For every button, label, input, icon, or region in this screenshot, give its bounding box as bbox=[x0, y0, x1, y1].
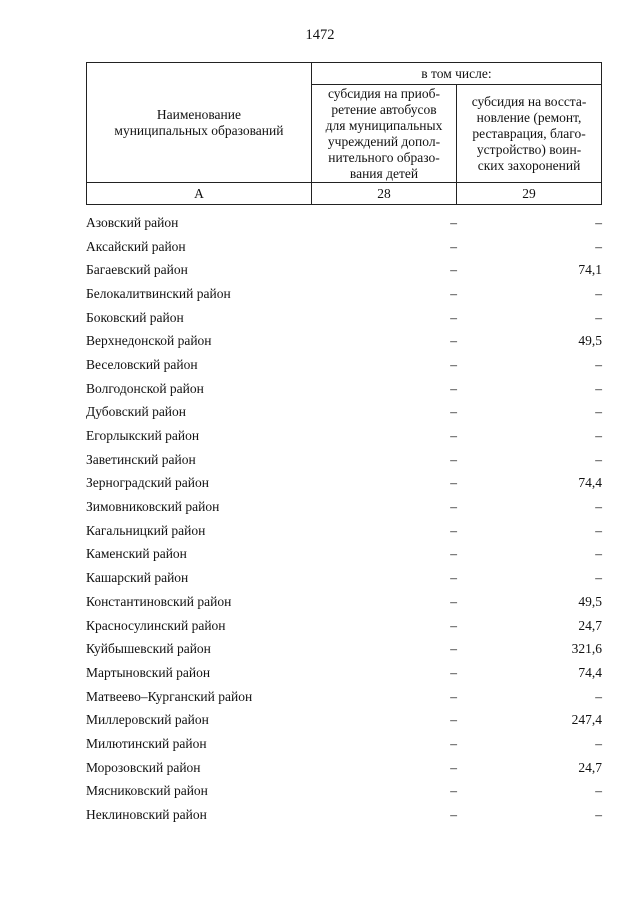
value-col-29: 247,4 bbox=[571, 712, 602, 728]
value-col-28: – bbox=[450, 404, 457, 420]
column-header-29 bbox=[457, 85, 602, 183]
table-row bbox=[86, 780, 602, 804]
table-row bbox=[86, 282, 602, 306]
table-row bbox=[86, 614, 602, 638]
value-col-28: – bbox=[450, 617, 457, 633]
value-col-29: – bbox=[595, 214, 602, 230]
municipality-name: Волгодонской район bbox=[86, 380, 204, 396]
municipality-name: Аксайский район bbox=[86, 238, 186, 254]
municipality-name: Дубовский район bbox=[86, 404, 187, 420]
municipality-name: Заветинский район bbox=[86, 451, 196, 467]
value-col-28: – bbox=[450, 807, 457, 823]
value-col-29: – bbox=[595, 404, 602, 420]
value-col-29: – bbox=[595, 356, 602, 372]
table-header bbox=[86, 62, 602, 205]
value-col-28: – bbox=[450, 664, 457, 680]
value-col-29: – bbox=[595, 570, 602, 586]
value-col-29: – bbox=[595, 309, 602, 325]
table-row bbox=[86, 637, 602, 661]
table-row bbox=[86, 424, 602, 448]
municipality-name: Неклиновский район bbox=[86, 807, 207, 823]
table-row bbox=[86, 353, 602, 377]
municipality-name: Веселовский район bbox=[86, 356, 198, 372]
municipality-name: Милютинский район bbox=[86, 735, 207, 751]
municipality-name: Азовский район bbox=[86, 214, 179, 230]
value-col-28: – bbox=[450, 641, 457, 657]
value-col-28: – bbox=[450, 285, 457, 301]
municipality-name: Мартыновский район bbox=[86, 664, 211, 680]
table-row bbox=[86, 519, 602, 543]
column-header-municipality bbox=[87, 63, 312, 183]
municipality-name: Зерноградский район bbox=[86, 475, 209, 491]
municipality-name: Матвеево–Курганский район bbox=[86, 688, 253, 704]
column-header-28-text: субсидия на приоб- ретение автобусов для муниципальных учреждений допол- нительного образо- вания детей bbox=[325, 85, 443, 181]
column-header-28 bbox=[311, 85, 456, 183]
table-row bbox=[86, 401, 602, 425]
table-row bbox=[86, 448, 602, 472]
value-col-29: – bbox=[595, 380, 602, 396]
value-col-29: 24,7 bbox=[578, 617, 602, 633]
table-row bbox=[86, 566, 602, 590]
table-row bbox=[86, 495, 602, 519]
municipality-name: Мясниковский район bbox=[86, 783, 208, 799]
value-col-29: – bbox=[595, 285, 602, 301]
table-row bbox=[86, 685, 602, 709]
value-col-28: – bbox=[450, 499, 457, 515]
value-col-28: – bbox=[450, 688, 457, 704]
municipality-name: Константиновский район bbox=[86, 593, 232, 609]
table-row bbox=[86, 258, 602, 282]
value-col-28: – bbox=[450, 522, 457, 538]
value-col-29: 321,6 bbox=[571, 641, 602, 657]
municipality-name: Морозовский район bbox=[86, 759, 201, 775]
value-col-28: – bbox=[450, 712, 457, 728]
municipality-name: Боковский район bbox=[86, 309, 184, 325]
value-col-28: – bbox=[450, 428, 457, 444]
value-col-28: – bbox=[450, 759, 457, 775]
table-row bbox=[86, 211, 602, 235]
value-col-28: – bbox=[450, 262, 457, 278]
municipality-name: Багаевский район bbox=[86, 262, 188, 278]
value-col-29: – bbox=[595, 546, 602, 562]
value-col-29: 74,1 bbox=[578, 262, 602, 278]
value-col-28: – bbox=[450, 309, 457, 325]
value-col-29: 49,5 bbox=[578, 593, 602, 609]
value-col-29: – bbox=[595, 428, 602, 444]
municipality-name: Куйбышевский район bbox=[86, 641, 211, 657]
value-col-28: – bbox=[450, 735, 457, 751]
column-number-29: 29 bbox=[457, 183, 602, 205]
value-col-29: 74,4 bbox=[578, 664, 602, 680]
value-col-29: – bbox=[595, 807, 602, 823]
value-col-29: – bbox=[595, 783, 602, 799]
table-row bbox=[86, 590, 602, 614]
column-number-a: А bbox=[87, 183, 312, 205]
value-col-28: – bbox=[450, 238, 457, 254]
table-row bbox=[86, 756, 602, 780]
value-col-28: – bbox=[450, 333, 457, 349]
table-row bbox=[86, 543, 602, 567]
data-table bbox=[86, 211, 602, 827]
municipality-name: Белокалитвинский район bbox=[86, 285, 231, 301]
table-row bbox=[86, 377, 602, 401]
value-col-28: – bbox=[450, 593, 457, 609]
value-col-29: – bbox=[595, 238, 602, 254]
municipality-name: Кагальницкий район bbox=[86, 522, 206, 538]
value-col-29: – bbox=[595, 522, 602, 538]
value-col-29: – bbox=[595, 451, 602, 467]
value-col-28: – bbox=[450, 475, 457, 491]
value-col-28: – bbox=[450, 783, 457, 799]
value-col-29: 74,4 bbox=[578, 475, 602, 491]
municipality-name: Миллеровский район bbox=[86, 712, 209, 728]
table-row bbox=[86, 732, 602, 756]
value-col-28: – bbox=[450, 546, 457, 562]
value-col-28: – bbox=[450, 570, 457, 586]
table-row bbox=[86, 472, 602, 496]
value-col-29: – bbox=[595, 688, 602, 704]
value-col-28: – bbox=[450, 356, 457, 372]
column-group-header: в том числе: bbox=[311, 63, 601, 85]
value-col-29: 24,7 bbox=[578, 759, 602, 775]
table-row bbox=[86, 708, 602, 732]
value-col-28: – bbox=[450, 380, 457, 396]
municipality-name: Красносулинский район bbox=[86, 617, 226, 633]
value-col-29: – bbox=[595, 499, 602, 515]
page-number: 1472 bbox=[305, 27, 335, 43]
value-col-29: 49,5 bbox=[578, 333, 602, 349]
table-row bbox=[86, 235, 602, 259]
value-col-29: – bbox=[595, 735, 602, 751]
column-header-29-text: субсидия на восста- новление (ремонт, реставрация, благо- устройство) воин- ских захоронений bbox=[471, 93, 587, 173]
municipality-name: Егорлыкский район bbox=[86, 428, 200, 444]
table-row bbox=[86, 661, 602, 685]
column-header-municipality-text: Наименование муниципальных образований bbox=[114, 106, 284, 138]
table-row bbox=[86, 329, 602, 353]
municipality-name: Каменский район bbox=[86, 546, 187, 562]
value-col-28: – bbox=[450, 214, 457, 230]
municipality-name: Верхнедонской район bbox=[86, 333, 212, 349]
column-number-28: 28 bbox=[311, 183, 456, 205]
value-col-28: – bbox=[450, 451, 457, 467]
municipality-name: Зимовниковский район bbox=[86, 499, 220, 515]
municipality-name: Кашарский район bbox=[86, 570, 189, 586]
table-row bbox=[86, 306, 602, 330]
table-row bbox=[86, 803, 602, 827]
